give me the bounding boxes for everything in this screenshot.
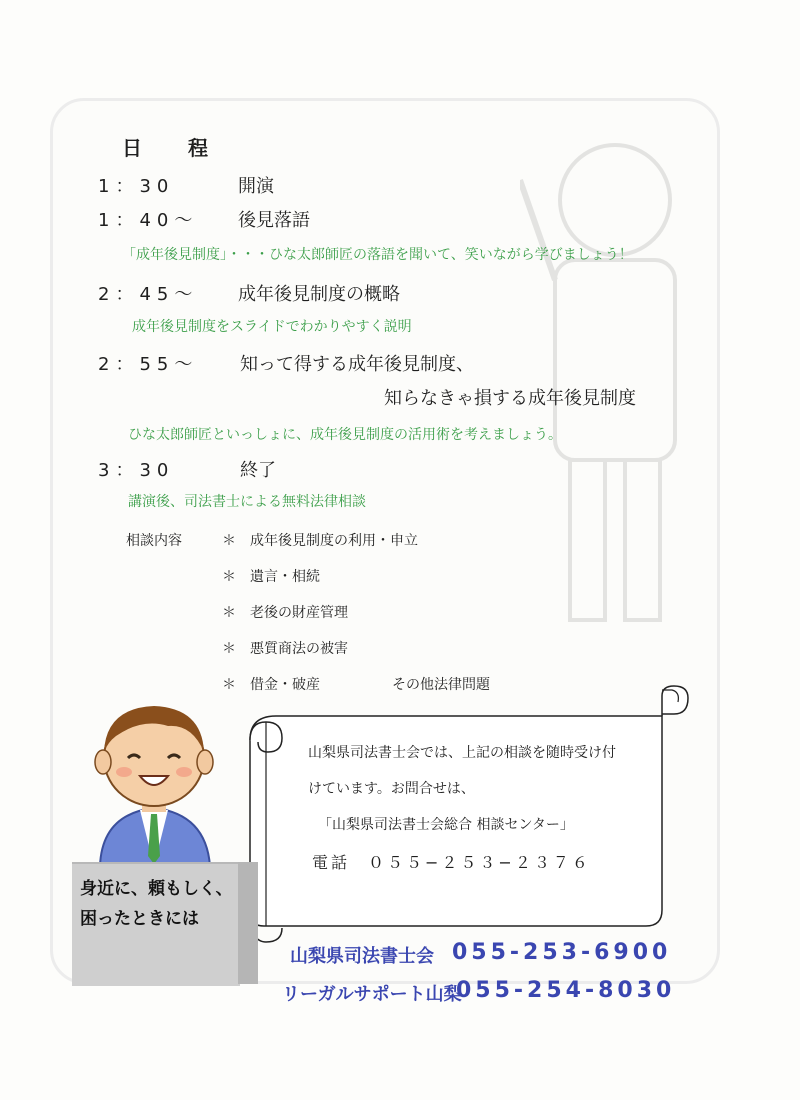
time-2: 1：40〜 xyxy=(98,210,199,231)
item-2-note: 「成年後見制度」・・・ひな太郎師匠の落語を聞いて、笑いながら学びましょう！ xyxy=(122,247,633,263)
mascot-illustration xyxy=(72,696,238,866)
notice-line-2: けています。お問合せは、 xyxy=(308,781,475,797)
bullet-2: ＊ xyxy=(222,569,236,585)
bullet-1: ＊ xyxy=(222,533,236,549)
notice-tel-number: ０５５−２５３−２３７６ xyxy=(368,853,591,872)
item-1-title: 開演 xyxy=(238,176,274,197)
tagline-text: 身近に、頼もしく、困ったときには xyxy=(80,879,233,929)
item-5-title: 終了 xyxy=(240,460,276,481)
topic-2: 遺言・相続 xyxy=(250,569,320,585)
footer-org-1: 山梨県司法書士会 xyxy=(290,946,434,967)
bullet-3: ＊ xyxy=(222,605,236,621)
background-figure-illustration xyxy=(520,120,710,640)
item-5-note: 講演後、司法書士による無料法律相談 xyxy=(128,494,366,510)
time-4: 2：55〜 xyxy=(98,354,199,375)
topic-4: 悪質商法の被害 xyxy=(250,641,348,657)
consultation-label: 相談内容 xyxy=(126,533,182,549)
bullet-4: ＊ xyxy=(222,641,236,657)
notice-center-name: 「山梨県司法書士会総合 相談センター」 xyxy=(318,817,574,833)
item-4-note: ひな太郎師匠といっしょに、成年後見制度の活用術を考えましょう。 xyxy=(128,427,562,443)
footer-tel-1: 055-253-6900 xyxy=(452,940,672,965)
topic-extra: その他法律問題 xyxy=(392,677,490,693)
topic-3: 老後の財産管理 xyxy=(250,605,348,621)
item-3-note: 成年後見制度をスライドでわかりやすく説明 xyxy=(132,319,412,335)
time-5: 3：30 xyxy=(98,460,175,481)
item-3-title: 成年後見制度の概略 xyxy=(238,284,400,305)
tagline-box-side xyxy=(238,862,258,984)
time-1: 1：30 xyxy=(98,176,175,197)
item-4-title-2: 知らなきゃ損する成年後見制度 xyxy=(384,388,636,409)
schedule-heading: 日 程 xyxy=(122,136,210,160)
time-3: 2：45〜 xyxy=(98,284,199,305)
topic-5: 借金・破産 xyxy=(250,677,320,693)
notice-line-1: 山梨県司法書士会では、上記の相談を随時受け付 xyxy=(308,745,616,761)
footer-tel-2: 055-254-8030 xyxy=(456,978,676,1003)
notice-tel-label: 電話 xyxy=(312,853,351,872)
item-2-title: 後見落語 xyxy=(238,210,310,231)
footer-org-2: リーガルサポート山梨 xyxy=(282,984,462,1005)
item-4-title: 知って得する成年後見制度、 xyxy=(240,354,474,375)
bullet-5: ＊ xyxy=(222,677,236,693)
topic-1: 成年後見制度の利用・申立 xyxy=(250,533,418,549)
